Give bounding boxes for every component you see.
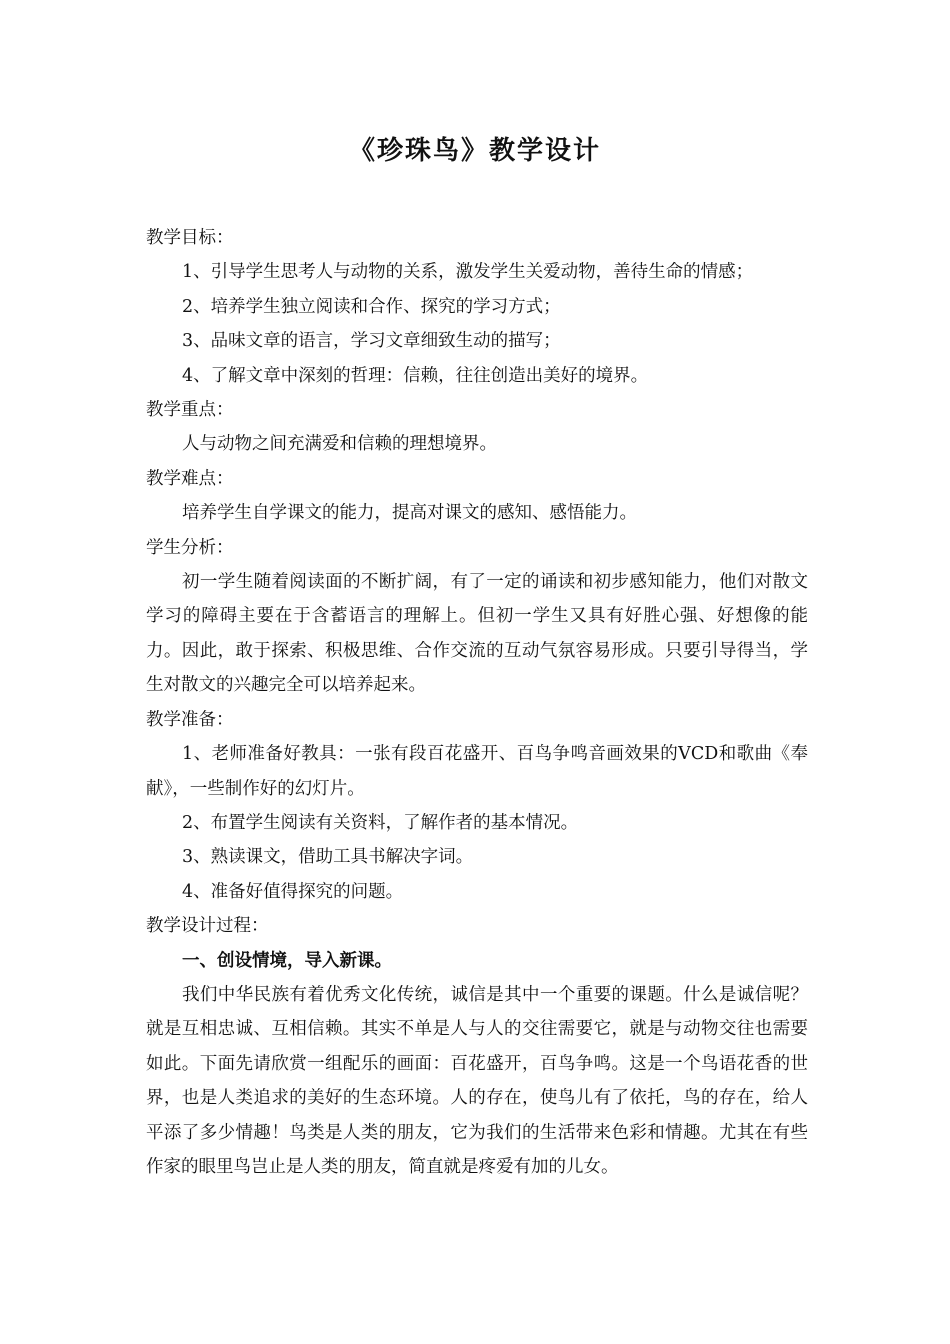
goals-heading: 教学目标： [146,228,234,248]
process-step-text: 我们中华民族有着优秀文化传统，诚信是其中一个重要的课题。什么是诚信呢？就是互相忠诚、互相信赖。其实不单是人与人的交往需要它，就是与动物交往也需要如此。下面先请欣赏一组配乐的画面：百花盛开，百鸟争鸣。这是一个鸟语花香的世界，也是人类追求的美好的生态环境。人的存在，使鸟儿有了依托，鸟的存在，给人平添了多少情趣！鸟类是人类的朋友，它为我们的生活带来色彩和情趣。尤其在有些作家的眼里鸟岂止是人类的朋友，简直就是疼爱有加的儿女。 [146,984,808,1177]
analysis-heading: 学生分析： [146,537,234,558]
process-heading: 教学设计过程： [146,916,269,937]
process-step-title: 一、创设情境，导入新课。 [182,950,392,971]
document-title: 《珍珠鸟》教学设计 [348,136,601,166]
key-points-text: 人与动物之间充满爱和信赖的理想境界。 [182,434,497,455]
goal-item: 2、培养学生独立阅读和合作、探究的学习方式； [182,296,561,317]
key-points-heading: 教学重点： [146,400,234,421]
difficulties-text: 培养学生自学课文的能力，提高对课文的感知、感悟能力。 [182,503,637,524]
preparation-heading: 教学准备： [146,709,234,730]
goal-item: 4、了解文章中深刻的哲理：信赖，往往创造出美好的境界。 [182,365,649,386]
preparation-item: 4、准备好值得探究的问题。 [182,881,404,902]
document-body [146,221,808,1184]
preparation-item: 2、布置学生阅读有关资料，了解作者的基本情况。 [182,812,579,833]
preparation-item: 3、熟读课文，借助工具书解决字词。 [182,847,474,868]
goal-item: 3、品味文章的语言，学习文章细致生动的描写； [182,331,561,352]
goal-item: 1、引导学生思考人与动物的关系，激发学生关爱动物，善待生命的情感； [182,262,754,283]
analysis-text: 初一学生随着阅读面的不断扩阔，有了一定的诵读和初步感知能力，他们对散文学习的障碍主要在于含蓄语言的理解上。但初一学生又具有好胜心强、好想像的能力。因此，敢于探索、积极思维、合作交流的互动气氛容易形成。只要引导得当，学生对散文的兴趣完全可以培养起来。 [146,572,808,696]
preparation-item: 1、老师准备好教具：一张有段百花盛开、百鸟争鸣音画效果的VCD和歌曲《奉献》，一些制作好的幻灯片。 [146,744,808,799]
difficulties-heading: 教学难点： [146,468,234,489]
